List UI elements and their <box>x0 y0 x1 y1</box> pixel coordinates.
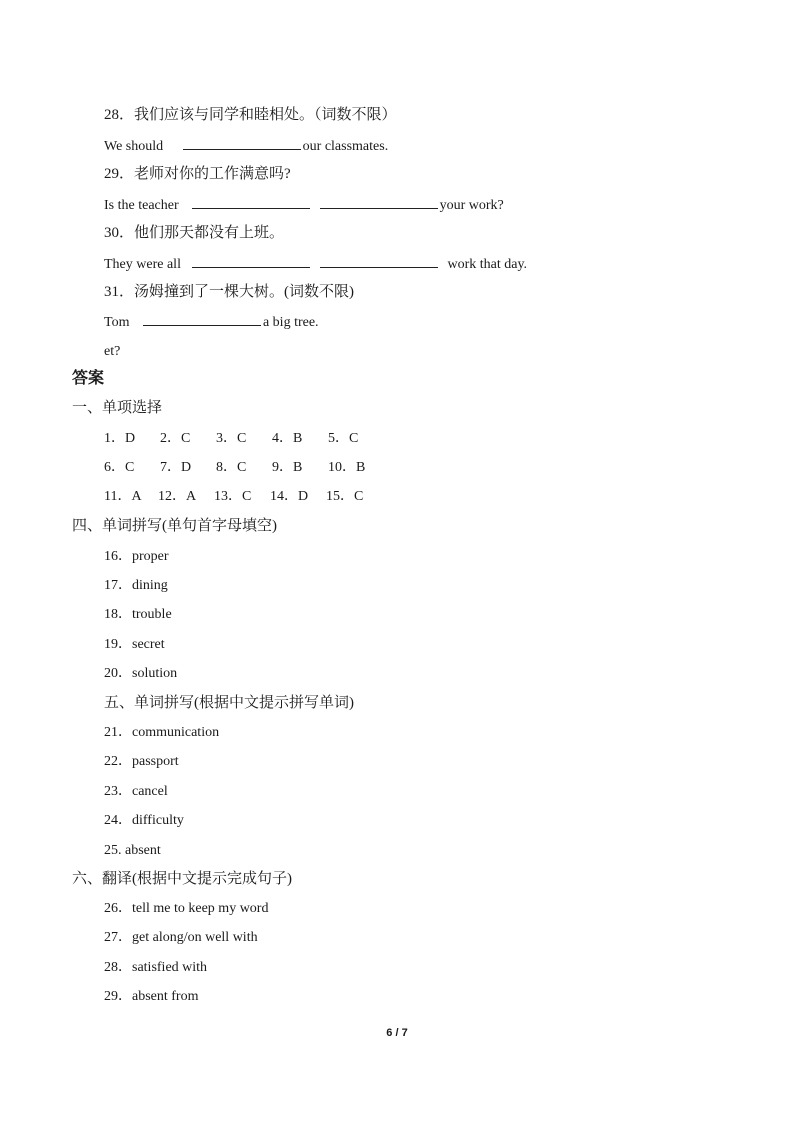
question-30-prompt: 30．他们那天都没有上班。 <box>104 225 285 241</box>
answer-blank[interactable] <box>183 137 301 150</box>
answer-item: 16．proper <box>104 549 169 564</box>
answer-item: 4．B <box>272 431 303 446</box>
answer-item: 8．C <box>216 460 247 475</box>
answer-blank[interactable] <box>192 196 310 209</box>
answer-item: 3．C <box>216 431 247 446</box>
section-5-title: 五、单词拼写(根据中文提示拼写单词) <box>104 695 354 711</box>
answer-item: 29．absent from <box>104 989 199 1004</box>
sentence-end: a big tree. <box>262 315 319 330</box>
answer-item: 5．C <box>328 431 359 446</box>
answer-item: 2．C <box>160 431 191 446</box>
sentence-start: Is the teacher <box>104 198 179 213</box>
answer-item: 10．B <box>328 460 366 475</box>
sentence-end: our classmates. <box>302 139 389 154</box>
answer-row <box>104 488 382 506</box>
answer-item: 12．A <box>158 489 197 504</box>
answer-item: 7．D <box>160 460 192 475</box>
answer-item: 11．A <box>104 489 142 504</box>
answer-blank[interactable] <box>143 313 261 326</box>
answer-item: 18．trouble <box>104 607 172 622</box>
question-30-sentence <box>104 255 527 274</box>
answer-item: 23．cancel <box>104 784 168 799</box>
answer-item: 17．dining <box>104 578 168 593</box>
answer-blank[interactable] <box>320 196 438 209</box>
sentence-start: They were all <box>104 257 181 272</box>
sentence-start: Tom <box>104 315 130 330</box>
question-28-prompt: 28．我们应该与同学和睦相处。（词数不限） <box>104 107 397 123</box>
sentence-end: your work? <box>439 198 504 213</box>
answer-item: 1．D <box>104 431 136 446</box>
answer-item: 24．difficulty <box>104 813 184 828</box>
answer-item: 6．C <box>104 460 135 475</box>
answer-item: 9．B <box>272 460 303 475</box>
answer-blank[interactable] <box>320 255 438 268</box>
answer-item: 19．secret <box>104 637 165 652</box>
answer-row <box>104 459 384 477</box>
sentence-start: We should <box>104 139 164 154</box>
question-28-sentence <box>104 137 388 156</box>
answer-item: 25. absent <box>104 843 161 858</box>
answer-item: 27．get along/on well with <box>104 930 258 945</box>
answers-title: 答案 <box>72 370 105 387</box>
answer-item: 22．passport <box>104 754 179 769</box>
stray-text: et? <box>104 344 121 359</box>
answer-item: 26．tell me to keep my word <box>104 901 269 916</box>
question-31-sentence <box>104 313 319 332</box>
page-number: 6 / 7 <box>386 1027 408 1039</box>
section-4-title: 四、单词拼写(单句首字母填空) <box>72 518 277 534</box>
answer-item: 15．C <box>326 489 364 504</box>
sentence-end: work that day. <box>447 257 528 272</box>
answer-item: 14．D <box>270 489 309 504</box>
answer-item: 20．solution <box>104 666 178 681</box>
answer-blank[interactable] <box>192 255 310 268</box>
section-6-title: 六、翻译(根据中文提示完成句子) <box>72 871 292 887</box>
question-29-sentence <box>104 196 504 215</box>
question-31-prompt: 31．汤姆撞到了一棵大树。(词数不限) <box>104 284 354 300</box>
answer-item: 21．communication <box>104 725 220 740</box>
answer-row <box>104 430 384 448</box>
answer-item: 13．C <box>214 489 252 504</box>
answer-item: 28．satisfied with <box>104 960 208 975</box>
section-1-title: 一、单项选择 <box>72 400 163 416</box>
question-29-prompt: 29．老师对你的工作满意吗? <box>104 166 291 182</box>
